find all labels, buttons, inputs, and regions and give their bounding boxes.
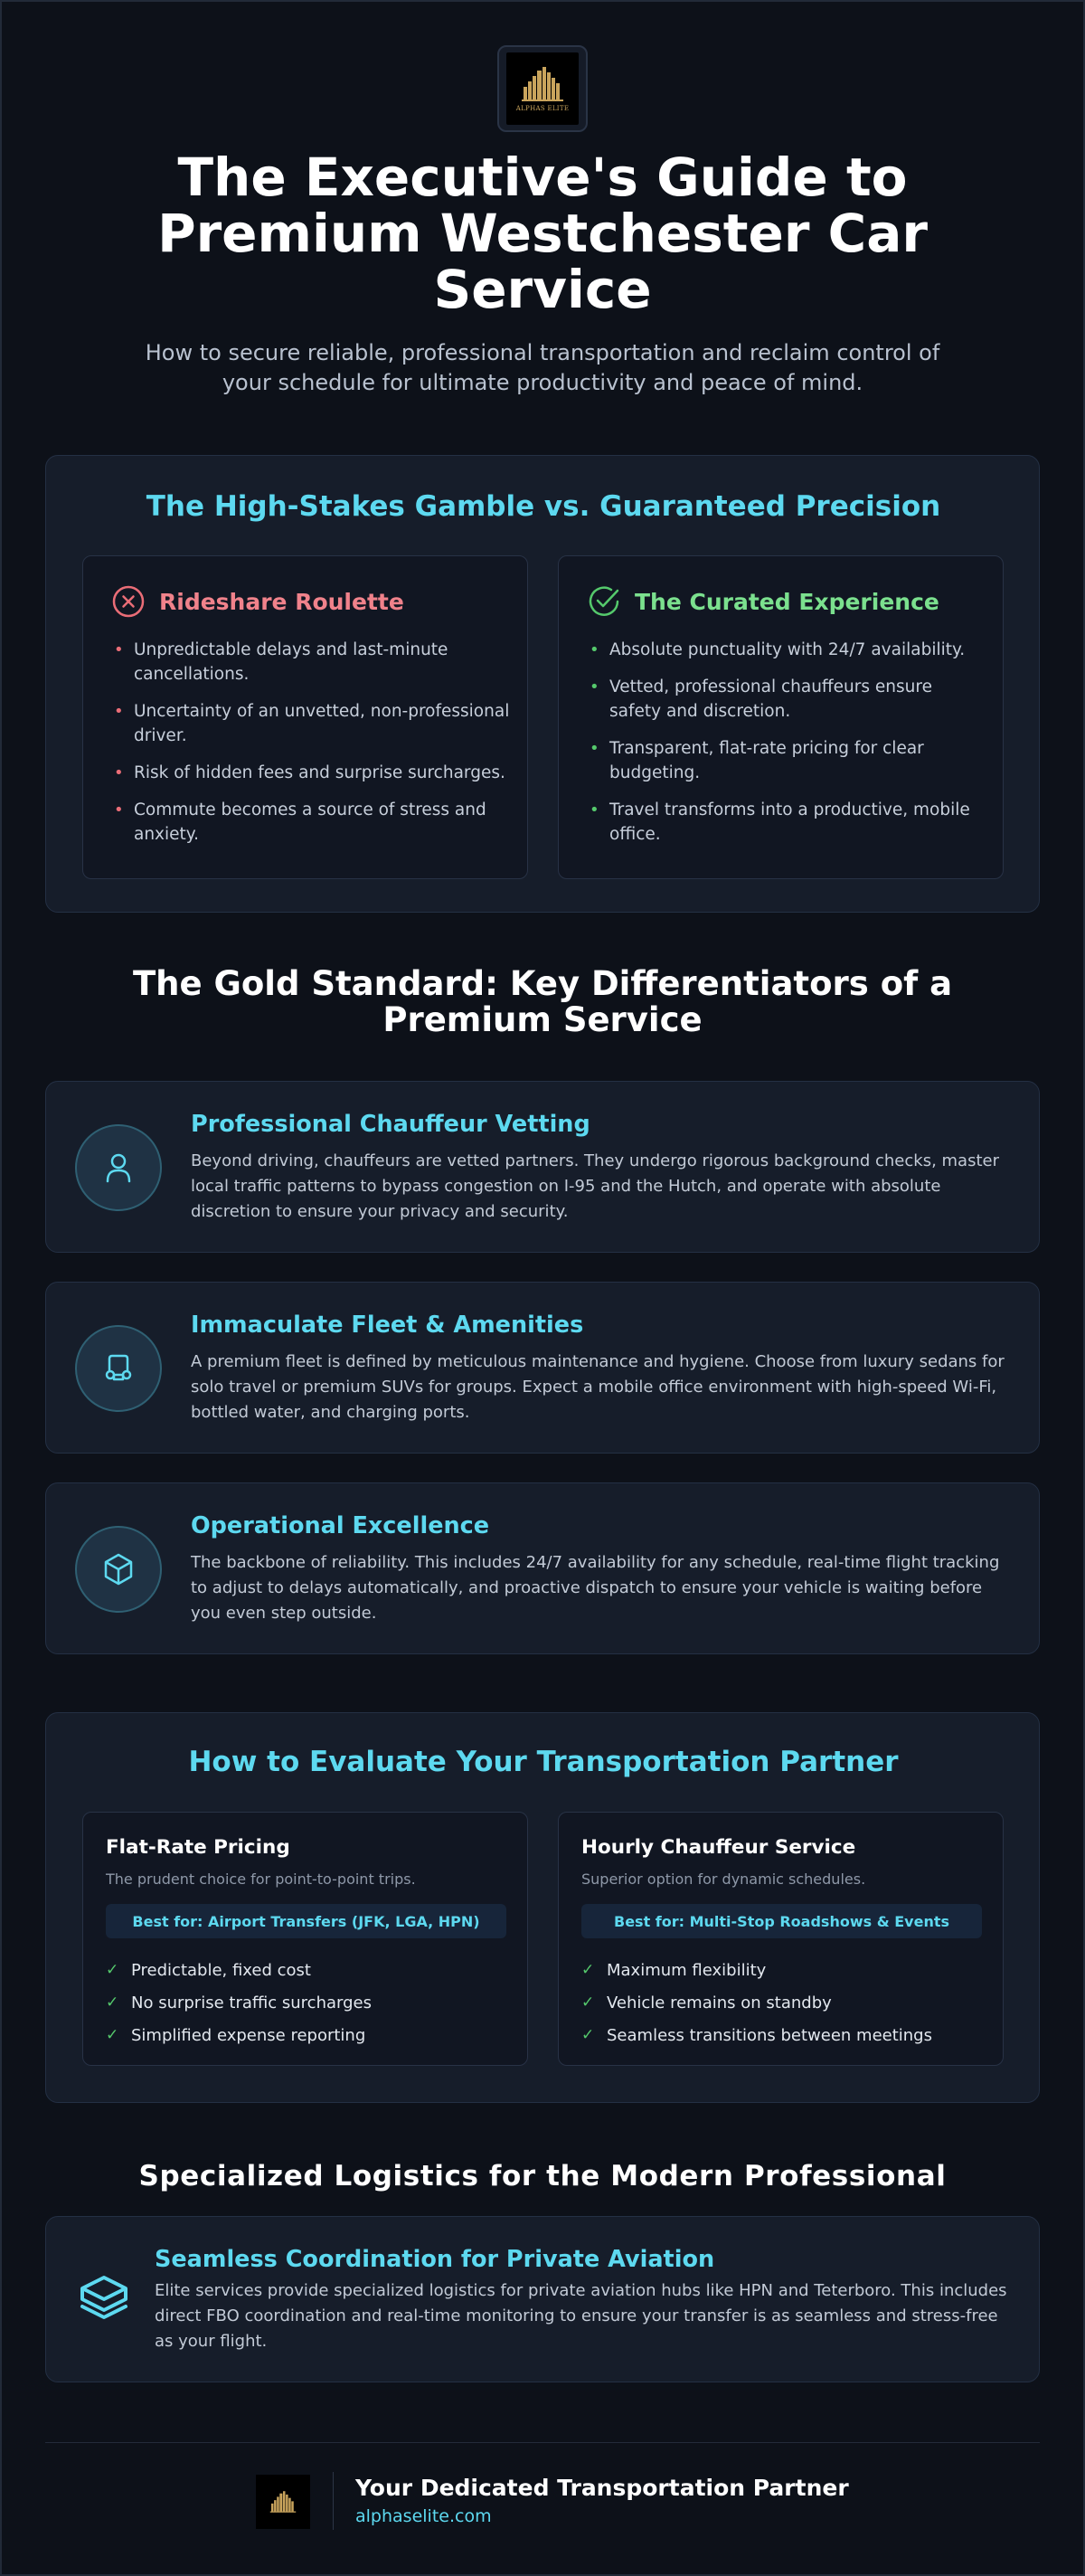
list-item-text: Predictable, fixed cost: [131, 1960, 311, 1980]
title-line-3: Service: [433, 259, 652, 320]
list-item-text: Seamless transitions between meetings: [607, 2025, 932, 2045]
feature-card-vetting: [45, 1081, 1040, 1253]
icon-badge: [75, 1325, 162, 1412]
footer-logo: [256, 2475, 310, 2529]
feature-card-operations: [45, 1482, 1040, 1654]
skyline-icon: [520, 65, 565, 103]
list-item: • Commute becomes a source of stress and anxiety.: [114, 800, 486, 844]
list-item: • Uncertainty of an unvetted, non-professional driver.: [114, 702, 510, 745]
feature-body: Beyond driving, chauffeurs are vetted partners. They undergo rigorous background checks, master local traffic patterns to bypass congestion on I-95 and the Hutch, and operate with absolute discretion to ensure your privacy and security.: [191, 1151, 999, 1221]
option-benefits: [581, 1954, 932, 2051]
footer-title: Your Dedicated Transportation Partner: [355, 2475, 849, 2501]
feature-title: Immaculate Fleet & Amenities: [191, 1312, 584, 1339]
list-item-text: Transparent, flat-rate pricing for clear budgeting.: [609, 739, 924, 782]
option-description: The prudent choice for point-to-point trips.: [106, 1870, 416, 1888]
aviation-title: Seamless Coordination for Private Aviation: [155, 2246, 715, 2273]
list-item: • Unpredictable delays and last-minute cancellations.: [114, 640, 448, 684]
list-item-text: Unpredictable delays and last-minute cancellations.: [134, 640, 448, 684]
aviation-card: [45, 2216, 1040, 2382]
footer-divider: [45, 2442, 1040, 2443]
list-item-text: Travel transforms into a productive, mobile office.: [609, 800, 970, 844]
hourly-panel: [558, 1812, 1004, 2066]
website-link[interactable]: alphaselite.com: [355, 2506, 492, 2526]
list-item-text: Vetted, professional chauffeurs ensure safety and discretion.: [609, 677, 932, 721]
cube-icon: [100, 1551, 137, 1587]
list-item: [581, 1954, 932, 1986]
feature-title: Professional Chauffeur Vetting: [191, 1111, 590, 1138]
list-item: [581, 2019, 932, 2051]
feature-body: A premium fleet is defined by meticulous maintenance and hygiene. Choose from luxury sedans for solo travel or premium SUVs for groups. Expect a mobile office environment with high-speed Wi-Fi, bottled water, and charging ports.: [191, 1352, 1005, 1422]
list-item-text: Vehicle remains on standby: [607, 1993, 832, 2012]
rideshare-list: [114, 638, 512, 859]
icon-badge: [75, 1124, 162, 1211]
check-icon: ✓: [581, 1961, 595, 1979]
rideshare-title: Rideshare Roulette: [159, 588, 404, 615]
check-icon: ✓: [106, 1961, 119, 1979]
list-item: • Risk of hidden fees and surprise surcharges.: [114, 763, 505, 782]
brand-logo: [497, 45, 588, 132]
icon-badge: [75, 1526, 162, 1613]
gold-standard-title: [45, 966, 1040, 1038]
list-item: [106, 2019, 372, 2051]
check-icon: ✓: [581, 1994, 595, 2012]
logo-mark: [506, 52, 579, 125]
list-item-text: Risk of hidden fees and surprise surcharges.: [134, 763, 505, 782]
logo-text: ALPHAS ELITE: [515, 105, 570, 112]
list-item-text: Simplified expense reporting: [131, 2025, 366, 2045]
list-item-text: Absolute punctuality with 24/7 availability.: [609, 640, 966, 659]
option-title: Hourly Chauffeur Service: [581, 1836, 856, 1859]
list-item: • Travel transforms into a productive, mobile office.: [590, 800, 970, 844]
list-item: • Vetted, professional chauffeurs ensure safety and discretion.: [590, 677, 932, 721]
comparison-card: [45, 455, 1040, 913]
gold-title-line-1: The Gold Standard: Key Differentiators of a: [132, 964, 953, 1003]
list-item: [106, 1954, 372, 1986]
rideshare-panel: [82, 555, 528, 879]
title-line-2: Premium Westchester Car: [157, 203, 928, 264]
curated-panel: [558, 555, 1004, 879]
option-description: Superior option for dynamic schedules.: [581, 1870, 866, 1888]
page-subtitle: How to secure reliable, professional transportation and reclaim control of your schedule for ultimate productivity and peace of mind.: [145, 340, 940, 395]
check-icon: ✓: [581, 2026, 595, 2044]
list-item-text: Uncertainty of an unvetted, non-professional driver.: [134, 702, 510, 745]
list-item-text: No surprise traffic surcharges: [131, 1993, 372, 2012]
check-icon: ✓: [106, 1994, 119, 2012]
list-item: • Transparent, flat-rate pricing for clear budgeting.: [590, 739, 924, 782]
skyline-icon: [268, 2490, 298, 2514]
x-circle-icon: [112, 585, 145, 618]
title-line-1: The Executive's Guide to: [177, 147, 908, 208]
option-title: Flat-Rate Pricing: [106, 1836, 290, 1859]
specialized-title: Specialized Logistics for the Modern Professional: [138, 2160, 947, 2192]
evaluate-card: [45, 1712, 1040, 2103]
list-item: [106, 1986, 372, 2019]
aviation-body: Elite services provide specialized logistics for private aviation hubs like HPN and Teterboro. This includes direct FBO coordination and real-time monitoring to ensure your transfer is as seamless and stress-free as your flight.: [155, 2281, 1007, 2351]
check-circle-icon: [588, 585, 620, 618]
layers-icon: [75, 2272, 133, 2330]
list-item: • Absolute punctuality with 24/7 availability.: [590, 640, 966, 659]
footer-separator: [333, 2472, 334, 2530]
page-title: [45, 147, 1040, 320]
best-for-badge: Best for: Multi-Stop Roadshows & Events: [581, 1904, 982, 1938]
flat-rate-panel: [82, 1812, 528, 2066]
user-icon: [100, 1150, 137, 1186]
curated-header: [588, 585, 939, 618]
feature-card-fleet: [45, 1282, 1040, 1454]
curated-title: The Curated Experience: [635, 588, 939, 615]
rideshare-header: [112, 585, 404, 618]
list-item-text: Commute becomes a source of stress and anxiety.: [134, 800, 486, 844]
gold-title-line-2: Premium Service: [382, 1000, 703, 1039]
feature-title: Operational Excellence: [191, 1512, 490, 1539]
feature-body: The backbone of reliability. This includes 24/7 availability for any schedule, real-time flight tracking to adjust to delays automatically, and proactive dispatch to ensure your vehicle is waiting before you even step outside.: [191, 1553, 1000, 1623]
car-seat-icon: [100, 1350, 137, 1387]
curated-list: [590, 638, 987, 859]
list-item: [581, 1986, 932, 2019]
comparison-title: The High-Stakes Gamble vs. Guaranteed Precision: [146, 490, 941, 523]
check-icon: ✓: [106, 2026, 119, 2044]
best-for-badge: Best for: Airport Transfers (JFK, LGA, HPN): [106, 1904, 506, 1938]
evaluate-title: How to Evaluate Your Transportation Partner: [188, 1746, 899, 1778]
option-benefits: [106, 1954, 372, 2051]
list-item-text: Maximum flexibility: [607, 1960, 767, 1980]
